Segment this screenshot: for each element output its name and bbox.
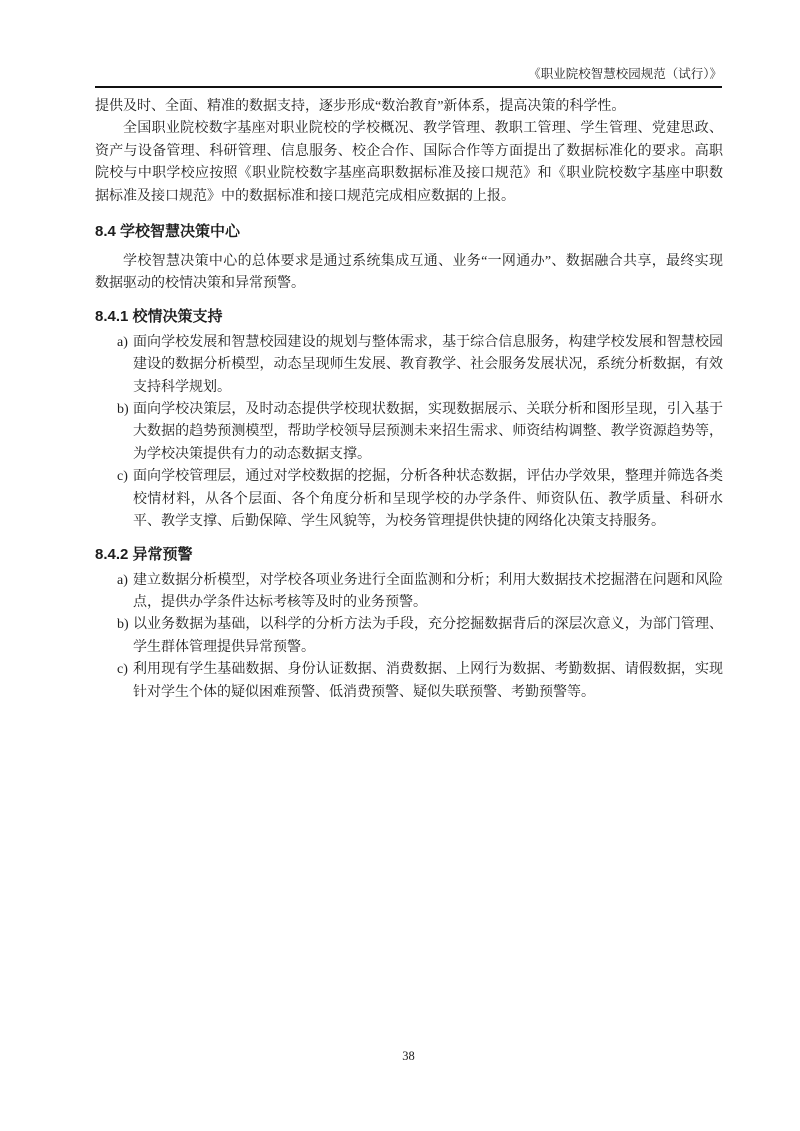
list-marker: c) [117,469,128,485]
list-item-841-c [95,466,723,533]
list-marker: a) [117,572,128,588]
paragraph-data-base: 全国职业院校数字基座对职业院校的学校概况、教学管理、教职工管理、学生管理、党建思政、资产与设备管理、科研管理、信息服务、校企合作、国际合作等方面提出了数据标准化的要求。高职院校与中职学校应按照《职业院校数字基座高职数据标准及接口规范》和《职业院校数字基座中职数据标准及接口规范》中的数据标准和接口规范完成相应数据的上报。 [95,121,723,204]
list-marker: c) [117,662,128,678]
list-item-text: 建立数据分析模型，对学校各项业务进行全面监测和分析；利用大数据技术挖掘潜在问题和风险点，提供办学条件达标考核等及时的业务预警。 [133,572,723,610]
paragraph-continuation: 提供及时、全面、精准的数据支持，逐步形成“数治教育”新体系，提高决策的科学性。 [95,99,626,114]
list-item-841-b [95,399,723,466]
page-footer [95,1048,722,1064]
list-item-842-c [95,659,723,704]
list-item-text: 面向学校发展和智慧校园建设的规划与整体需求，基于综合信息服务，构建学校发展和智慧校园建设的数据分析模型，动态呈现师生发展、教育教学、社会服务发展状况，系统分析数据，有效支持科学规划。 [133,334,723,395]
list-item-text: 面向学校决策层，及时动态提供学校现状数据，实现数据展示、关联分析和图形呈现，引入基于大数据的趋势预测模型，帮助学校领导层预测未来招生需求、师资结构调整、教学资源趋势等，为学校决策提供有力的动态数据支撑。 [133,402,723,462]
running-head-title: 《职业院校智慧校园规范（试行）》 [528,67,722,81]
section-8-4-intro: 学校智慧决策中心的总体要求是通过系统集成互通、业务“一网通办”、数据融合共享，最终实现数据驱动的校情决策和异常预警。 [95,254,723,292]
list-item-841-a [95,332,723,399]
section-8-4-2-heading: 8.4.2 异常预警 [95,545,193,563]
section-8-4-1-list [95,332,723,534]
section-8-4-1-heading: 8.4.1 校情决策支持 [95,307,223,325]
list-marker: b) [117,402,129,418]
list-item-text: 面向学校管理层，通过对学校数据的挖掘，分析各种状态数据，评估办学效果，整理并筛选各类校情材料，从各个层面、各个角度分析和呈现学校的办学条件、师资队伍、教学质量、科研水平、教学支撑、后勤保障、学生风貌等，为校务管理提供快捷的网络化决策支持服务。 [133,469,723,530]
section-8-4-2-list [95,570,723,704]
page-number: 38 [402,1049,415,1063]
list-item-text: 利用现有学生基础数据、身份认证数据、消费数据、上网行为数据、考勤数据、请假数据，实现针对学生个体的疑似困难预警、低消费预警、疑似失联预警、考勤预警等。 [133,662,723,700]
list-item-842-a [95,570,723,615]
list-item-text: 以业务数据为基础，以科学的分析方法为手段，充分挖掘数据背后的深层次意义，为部门管理、学生群体管理提供异常预警。 [133,617,723,655]
section-8-4-heading: 8.4 学校智慧决策中心 [95,223,241,241]
list-marker: a) [117,334,128,350]
list-item-842-b [95,614,723,659]
list-marker: b) [117,617,129,633]
page-header [95,66,722,88]
document-body [95,96,723,704]
